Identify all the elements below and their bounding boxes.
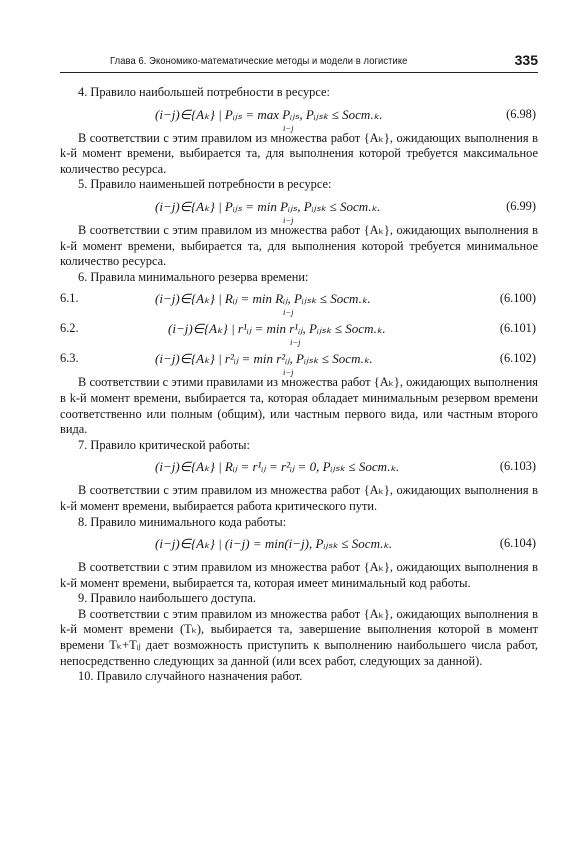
formula-6-103 — [60, 453, 538, 483]
rule-7-heading: 7. Правило критической работы: — [78, 437, 250, 452]
rule-9-heading: 9. Правило наибольшего доступа. — [78, 591, 257, 606]
equation-number: (6.99) — [506, 198, 536, 213]
paragraph: В соответствии с этим правилом из множества работ {Aₖ}, ожидающих выполнения в k-й момент времени, выбирается та, которая имеет минимальный код работы. — [60, 560, 538, 590]
equation-number: (6.103) — [499, 459, 536, 474]
rule-10-heading: 10. Правило случайного назначения работ. — [78, 669, 303, 684]
equation-number: (6.98) — [506, 106, 536, 121]
paragraph: В соответствии с этим правилом из множества работ {Aₖ}, ожидающих выполнения в k-й момент времени, выбирается та, для выполнения которой требуется минимальное количество ресурса. — [60, 222, 538, 269]
paragraph: В соответствии с этим правилом из множества работ {Aₖ}, ожидающих выполнения в k-й момент времени (Tₖ), выбирается та, завершение выполнения которой в момент времени Tₖ+Tᵢⱼ дает возможность приступить к выполнению наибольшего числа работ, непосредственно следующих за данной (или всех работ, следующих за данной). — [60, 606, 538, 668]
formula-6-104 — [60, 530, 538, 560]
rule-8-heading: 8. Правило минимального кода работы: — [78, 514, 287, 529]
chapter-title: Глава 6. Экономико-математические методы и модели в логистике — [110, 56, 408, 67]
equation-number: (6.104) — [499, 536, 536, 551]
formula-expression: (i−j)∈{Aₖ} | r¹ᵢⱼ = min r¹ᵢⱼ, Pᵢⱼₛₖ ≤ Sост.ₖ. — [168, 321, 386, 337]
rule-5-heading: 5. Правило наименьшей потребности в ресурсе: — [78, 177, 332, 192]
book-page — [60, 50, 538, 685]
rule-4-heading: 4. Правило наибольшей потребности в ресурсе: — [78, 85, 330, 99]
formula-6-101 — [60, 315, 538, 348]
formula-6-98 — [60, 101, 538, 131]
page-content — [60, 85, 538, 685]
equation-number: (6.101) — [499, 321, 536, 336]
page-number: 335 — [514, 52, 538, 68]
subrule-label: 6.2. — [60, 321, 79, 336]
subrule-label: 6.1. — [60, 291, 79, 306]
formula-subscript: i−j — [283, 307, 294, 318]
running-header — [60, 50, 538, 73]
paragraph: В соответствии с этим правилом из множества работ {Aₖ}, ожидающих выполнения в k-й момент времени, выбирается работа критического пути. — [60, 483, 538, 513]
formula-expression: (i−j)∈{Aₖ} | (i−j) = min(i−j), Pᵢⱼₛₖ ≤ Sост.ₖ. — [155, 536, 393, 552]
formula-expression: (i−j)∈{Aₖ} | Pᵢⱼₛ = min Pᵢⱼₛ, Pᵢⱼₛₖ ≤ Sост.ₖ. — [155, 198, 381, 214]
rule-6-heading: 6. Правила минимального резерва времени: — [78, 269, 309, 284]
equation-number: (6.102) — [499, 351, 536, 366]
formula-6-99 — [60, 193, 538, 223]
subrule-label: 6.3. — [60, 351, 79, 366]
formula-expression: (i−j)∈{Aₖ} | Rᵢⱼ = min Rᵢⱼ, Pᵢⱼₛₖ ≤ Sост.ₖ. — [155, 291, 371, 307]
formula-subscript: i−j — [283, 214, 294, 225]
paragraph: В соответствии с этими правилами из множества работ {Aₖ}, ожидающих выполнения в k-й момент времени, выбирается та, которая обладает минимальным резервом времени соответственно или полным (общим), или частным первого вида, или частным второго вида. — [60, 375, 538, 437]
formula-6-100 — [60, 285, 538, 318]
equation-number: (6.100) — [499, 291, 536, 306]
formula-expression: (i−j)∈{Aₖ} | r²ᵢⱼ = min r²ᵢⱼ, Pᵢⱼₛₖ ≤ Sост.ₖ. — [155, 351, 373, 367]
formula-expression: (i−j)∈{Aₖ} | Pᵢⱼₛ = max Pᵢⱼₛ, Pᵢⱼₛₖ ≤ Sост.ₖ. — [155, 106, 383, 122]
formula-subscript: i−j — [283, 122, 294, 133]
formula-subscript: i−j — [283, 367, 294, 378]
formula-subscript: i−j — [290, 337, 301, 348]
formula-6-102 — [60, 345, 538, 378]
formula-expression: (i−j)∈{Aₖ} | Rᵢⱼ = r¹ᵢⱼ = r²ᵢⱼ = 0, Pᵢⱼₛₖ ≤ Sост.ₖ. — [155, 459, 400, 475]
paragraph: В соответствии с этим правилом из множества работ {Aₖ}, ожидающих выполнения в k-й момент времени, выбирается та, для выполнения которой требуется максимальное количество ресурса. — [60, 130, 538, 176]
